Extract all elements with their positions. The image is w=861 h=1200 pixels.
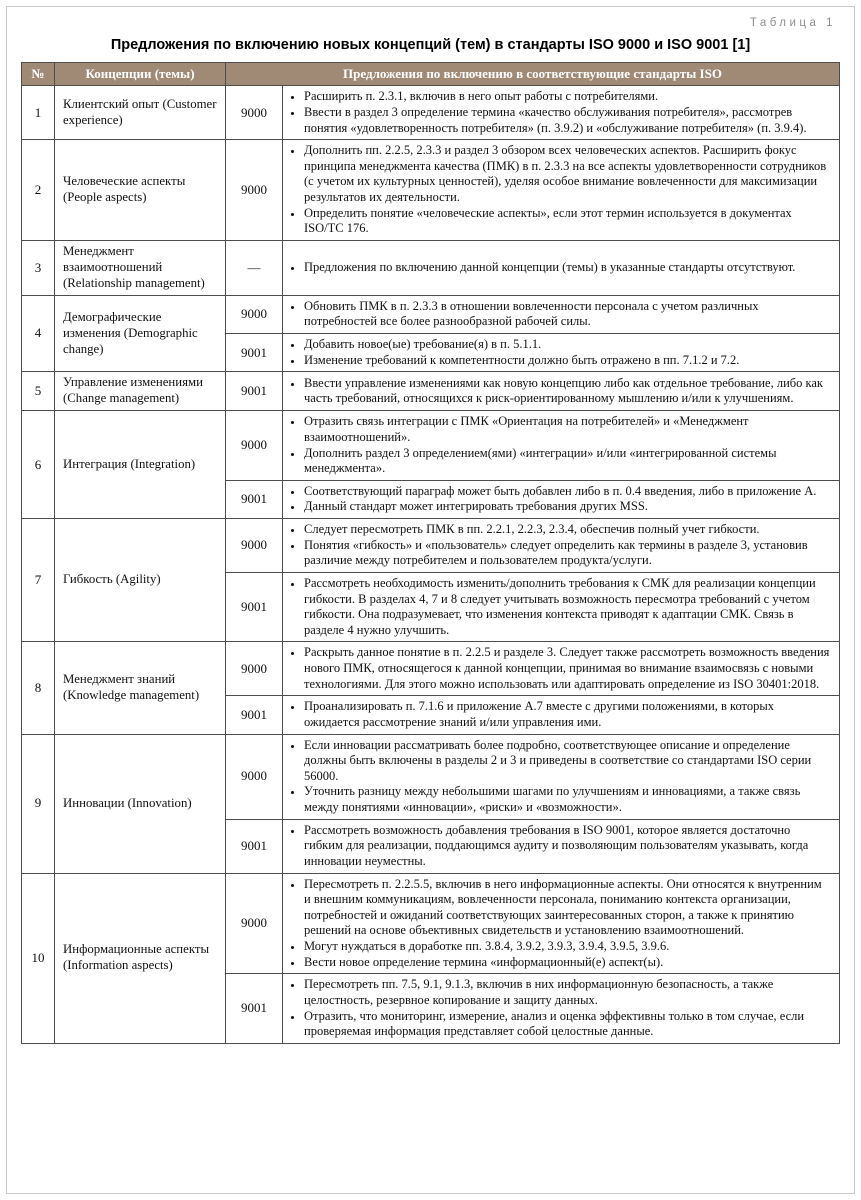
row-number: 6 (22, 411, 55, 519)
table-row (22, 140, 840, 241)
proposal-list (287, 143, 831, 237)
concept-cell: Демографические изменения (Demographic change) (55, 295, 226, 372)
proposals-cell (283, 696, 840, 734)
proposal-item: • Следует пересмотреть ПМК в пп. 2.2.1, 2.2.3, 2.3.4, обеспечив полный учет гибкости. (303, 522, 831, 538)
row-number: 8 (22, 642, 55, 734)
proposals-cell (283, 974, 840, 1044)
proposal-list (287, 576, 831, 639)
proposal-item: • Вести новое определение термина «информационный(е) аспект(ы). (303, 955, 831, 971)
standard-cell: 9000 (226, 734, 283, 819)
proposal-item: • Пересмотреть пп. 7.5, 9.1, 9.1.3, включив в них информационную безопасность, а также целостность, резервное копирование и защиту данных. (303, 977, 831, 1008)
concept-cell: Управление изменениями (Change management) (55, 372, 226, 411)
standard-cell: 9000 (226, 140, 283, 241)
proposals-cell (283, 411, 840, 481)
row-number: 7 (22, 519, 55, 642)
proposal-list (287, 484, 831, 515)
proposal-item: • Раскрыть данное понятие в п. 2.2.5 и разделе 3. Следует также рассмотреть возможность введения нового ПМК, относящегося к данной концепции, принимая во внимание взаимосвязь с новыми технологиями. Для этого можно использовать или адаптировать определение из ISO 30401:2018. (303, 645, 831, 692)
proposal-item: • Обновить ПМК в п. 2.3.3 в отношении вовлеченности персонала с учетом различных потребностей все более разнообразной рабочей силы. (303, 299, 831, 330)
standard-cell: 9001 (226, 974, 283, 1044)
proposal-item: • Дополнить пп. 2.2.5, 2.3.3 и раздел 3 обзором всех человеческих аспектов. Расширить фокус принципа менеджмента качества (ПМК) в п. 2.3.3 на все аспекты удовлетворенности сотрудников (с учетом их культурных ценностей), уделяя особое внимание вовлеченности для максимизации результатов их деятельности. (303, 143, 831, 206)
table-row (22, 86, 840, 140)
proposal-item: • Соответствующий параграф может быть добавлен либо в п. 0.4 введения, либо в приложение А. (303, 484, 831, 500)
standard-cell: 9000 (226, 642, 283, 696)
proposal-list (287, 376, 831, 407)
standard-cell: 9001 (226, 480, 283, 518)
proposal-item: • Могут нуждаться в доработке пп. 3.8.4, 3.9.2, 3.9.3, 3.9.4, 3.9.5, 3.9.6. (303, 939, 831, 955)
document-page (6, 6, 855, 1194)
proposals-cell (283, 140, 840, 241)
row-number: 2 (22, 140, 55, 241)
proposals-cell (283, 519, 840, 573)
standard-cell: 9001 (226, 819, 283, 873)
row-number: 4 (22, 295, 55, 372)
header-concept: Концепции (темы) (55, 63, 226, 86)
proposal-item: • Проанализировать п. 7.1.6 и приложение А.7 вместе с другими положениями, в которых ожидается рассмотрение знаний и/или управления ими. (303, 699, 831, 730)
row-number: 10 (22, 873, 55, 1043)
proposals-cell (283, 480, 840, 518)
proposal-list (287, 738, 831, 816)
standard-cell: 9001 (226, 372, 283, 411)
proposals-cell (283, 734, 840, 819)
proposals-cell (283, 642, 840, 696)
standard-cell: 9000 (226, 411, 283, 481)
proposals-cell (283, 372, 840, 411)
standard-cell: 9001 (226, 572, 283, 642)
table-body (22, 86, 840, 1044)
proposal-item: • Определить понятие «человеческие аспекты», если этот термин используется в документах ISO/TC 176. (303, 206, 831, 237)
proposals-table (21, 62, 840, 1044)
standard-cell: 9000 (226, 519, 283, 573)
table-row (22, 873, 840, 974)
row-number: 5 (22, 372, 55, 411)
concept-cell: Менеджмент взаимоотношений (Relationship management) (55, 240, 226, 295)
standard-cell: 9000 (226, 873, 283, 974)
proposal-item: • Пересмотреть п. 2.2.5.5, включив в него информационные аспекты. Они относятся к внутренним и внешним коммуникациям, вовлеченности персонала, пониманию контекста организации, потребностей и ожиданий соответствующих заинтересованных сторон, а также к принятию решений на основе объективных свидетельств и установлению взаимоотношений. (303, 877, 831, 940)
concept-cell: Человеческие аспекты (People aspects) (55, 140, 226, 241)
concept-cell: Гибкость (Agility) (55, 519, 226, 642)
proposal-item: • Если инновации рассматривать более подробно, соответствующее описание и определение должны быть включены в разделы 2 и 3 и приведены в соответствие со стандартами ISO серии 56000. (303, 738, 831, 785)
table-row (22, 240, 840, 295)
proposal-list (287, 414, 831, 477)
proposal-item: • Рассмотреть необходимость изменить/дополнить требования к СМК для реализации концепции гибкости. В разделах 4, 7 и 8 следует учитывать возможность пересмотра требований с учетом гибкости. Она подразумевает, что изменения контекста приводят к адаптации СМК. Связь в разделе 4 нужно улучшить. (303, 576, 831, 639)
table-title: Предложения по включению новых концепций (тем) в стандарты ISO 9000 и ISO 9001 [1] (110, 37, 751, 53)
proposal-item: • Отразить, что мониторинг, измерение, анализ и оценка эффективны только в том случае, если проверяемая информация представляет собой целостные данные. (303, 1009, 831, 1040)
proposals-cell (283, 572, 840, 642)
proposal-item: • Расширить п. 2.3.1, включив в него опыт работы с потребителями. (303, 89, 831, 105)
proposals-cell (283, 86, 840, 140)
proposal-item: • Данный стандарт может интегрировать требования других MSS. (303, 499, 831, 515)
proposal-list (287, 522, 831, 569)
concept-cell: Интеграция (Integration) (55, 411, 226, 519)
proposal-item: • Ввести в раздел 3 определение термина «качество обслуживания потребителя», рассмотрев понятия «удовлетворенность потребителя» (п. 3.9.2) и «обслуживание потребителя» (п. 3.9.4). (303, 105, 831, 136)
proposal-item: • Ввести управление изменениями как новую концепцию либо как отдельное требование, либо как часть требований, относящихся к риск-ориентированному мышлению и/или к улучшениям. (303, 376, 831, 407)
concept-cell: Информационные аспекты (Information aspects) (55, 873, 226, 1043)
proposal-item: • Рассмотреть возможность добавления требования в ISO 9001, которое является достаточно гибким для реализации, поддающимся аудиту и позволяющим пользователям указывать, когда инновации неуместны. (303, 823, 831, 870)
proposals-cell (283, 819, 840, 873)
header-proposals: Предложения по включению в соответствующие стандарты ISO (226, 63, 840, 86)
proposal-list (287, 337, 831, 368)
standard-cell: 9001 (226, 334, 283, 372)
proposals-cell (283, 334, 840, 372)
proposal-list (287, 699, 831, 730)
row-number: 1 (22, 86, 55, 140)
concept-cell: Менеджмент знаний (Knowledge management) (55, 642, 226, 734)
proposals-cell (283, 295, 840, 333)
proposal-list (287, 260, 831, 276)
standard-cell: 9000 (226, 86, 283, 140)
row-number: 9 (22, 734, 55, 873)
proposal-list (287, 877, 831, 971)
table-row (22, 519, 840, 573)
table-header (22, 63, 840, 86)
concept-cell: Клиентский опыт (Customer experience) (55, 86, 226, 140)
standard-cell: 9001 (226, 696, 283, 734)
proposal-item: • Уточнить разницу между небольшими шагами по улучшениям и инновациями, а также связь между понятиями «инновации», «риски» и «возможности». (303, 784, 831, 815)
proposal-item: • Изменение требований к компетентности должно быть отражено в пп. 7.1.2 и 7.2. (303, 353, 831, 369)
standard-cell: 9000 (226, 295, 283, 333)
proposals-cell (283, 873, 840, 974)
table-row (22, 411, 840, 481)
concept-cell: Инновации (Innovation) (55, 734, 226, 873)
standard-cell: — (226, 240, 283, 295)
proposal-list (287, 299, 831, 330)
table-caption: Таблица 1 (749, 17, 836, 29)
proposal-list (287, 977, 831, 1040)
table-row (22, 642, 840, 696)
proposal-item: • Предложения по включению данной концепции (темы) в указанные стандарты отсутствуют. (303, 260, 831, 276)
table-row (22, 734, 840, 819)
proposal-item: • Добавить новое(ые) требование(я) в п. 5.1.1. (303, 337, 831, 353)
table-row (22, 295, 840, 333)
proposals-cell (283, 240, 840, 295)
proposal-item: • Понятия «гибкость» и «пользователь» следует определить как термины в разделе 3, установив различие между потребителем и пользователем продукта/услуги. (303, 538, 831, 569)
proposal-item: • Отразить связь интеграции с ПМК «Ориентация на потребителей» и «Менеджмент взаимоотношений». (303, 414, 831, 445)
proposal-list (287, 89, 831, 136)
proposal-list (287, 645, 831, 692)
row-number: 3 (22, 240, 55, 295)
header-row (22, 63, 840, 86)
proposal-item: • Дополнить раздел 3 определением(ями) «интеграции» и/или «интегрированной системы менеджмента». (303, 446, 831, 477)
header-num: № (22, 63, 55, 86)
proposal-list (287, 823, 831, 870)
table-row (22, 372, 840, 411)
